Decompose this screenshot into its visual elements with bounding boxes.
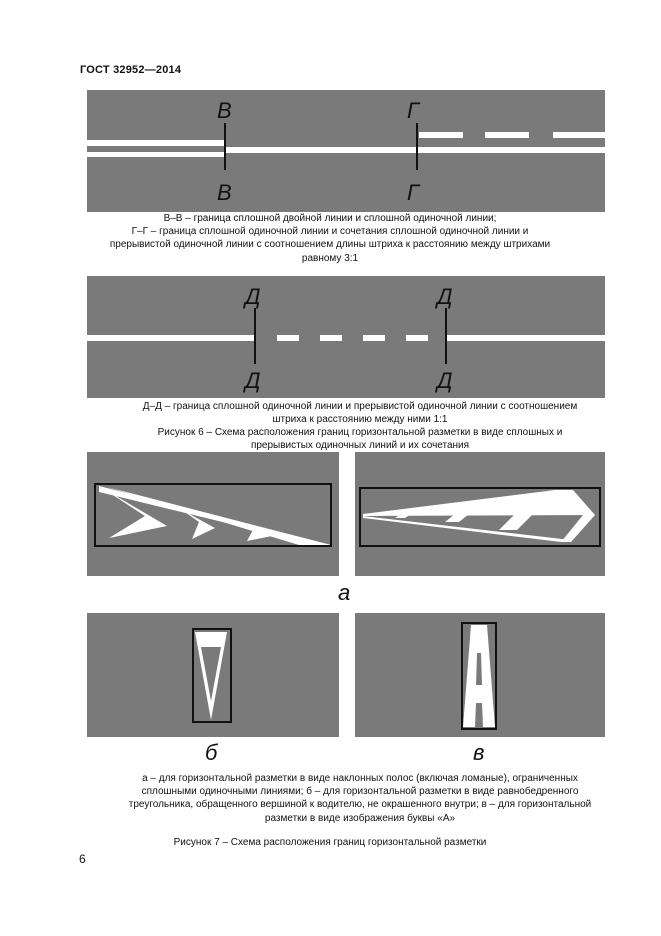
figure6-caption-2 [80, 400, 640, 426]
road-panel-b [87, 613, 339, 737]
figure-title-line: Рисунок 6 – Схема расположения границ горизонтальной разметки в виде сплошных и [157, 427, 563, 438]
double-line-lower [87, 152, 225, 157]
figure6-title [80, 426, 640, 452]
single-solid-line [225, 147, 605, 153]
triangle-marking [87, 613, 339, 737]
label-dd1-bottom: Д [245, 368, 261, 393]
figure6-caption-1 [80, 212, 580, 265]
caption-line: равному 3:1 [301, 252, 359, 264]
legend-line: разметки в виде изображения буквы «А» [264, 812, 456, 824]
letter-a-counter [476, 653, 482, 685]
double-line-upper [87, 140, 225, 146]
label-vv-top: В [217, 98, 232, 123]
chevron-marking-right [355, 452, 605, 576]
solid-line-left [87, 335, 255, 341]
figure7-legend [80, 772, 640, 825]
label-dd2-top: Д [437, 284, 453, 309]
caption-line: Г–Г – граница сплошной одиночной линии и сочетания сплошной одиночной линии и [131, 226, 529, 238]
label-dd1-top: Д [245, 284, 261, 309]
subfigure-label-v: в [473, 740, 485, 765]
bottom-edge-stripe [363, 516, 571, 542]
label-vv-bottom: В [217, 180, 232, 205]
label-gg-top: Г [407, 98, 419, 123]
dash [485, 132, 529, 138]
legend-line: треугольника, обращенного вершиной к водителю, не окрашенного внутри; в – для горизонтальной [128, 799, 592, 811]
label-gg-bottom: Г [407, 180, 419, 205]
legend-line: сплошными одиночными линиями; б – для горизонтальной разметки в виде равнобедренного [141, 786, 579, 798]
subfigure-label-b: б [205, 740, 218, 765]
letter-a-marking [355, 613, 605, 737]
dash [277, 335, 299, 341]
top-edge-stripe [363, 490, 595, 516]
road-markings-dd [87, 276, 605, 398]
dash [320, 335, 342, 341]
dash [553, 132, 605, 138]
chevron-marking-left [87, 452, 339, 576]
dash [363, 335, 385, 341]
subfigure-label-a: а [338, 580, 351, 605]
road-panel-vv-gg [87, 90, 605, 212]
road-markings-vv-gg [87, 90, 605, 212]
caption-line: Д–Д – граница сплошной одиночной линии и прерывистой одиночной линии с соотношением [142, 401, 578, 412]
dash [419, 132, 463, 138]
road-panel-dd [87, 276, 605, 398]
label-dd2-bottom: Д [437, 368, 453, 393]
road-panel-v [355, 613, 605, 737]
caption-line: В–В – граница сплошной двойной линии и сплошной одиночной линии; [163, 213, 497, 224]
page-number: 6 [79, 852, 86, 866]
document-header: ГОСТ 32952—2014 [80, 64, 182, 76]
chevron-stripe [363, 514, 595, 542]
road-panel-a-left [87, 452, 339, 576]
solid-line-right [447, 335, 605, 341]
dash [406, 335, 428, 341]
road-panel-a-right [355, 452, 605, 576]
legend-line: а – для горизонтальной разметки в виде наклонных полос (включая ломаные), ограниченных [142, 773, 578, 784]
figure7-title: Рисунок 7 – Схема расположения границ горизонтальной разметки [173, 837, 487, 848]
figure-title-line: прерывистых одиночных линий и их сочетания [250, 440, 470, 452]
caption-line: штриха к расстоянию между ними 1:1 [272, 414, 448, 426]
caption-line: прерывистой одиночной линии с соотношением длины штриха к расстоянию между штрихами [109, 239, 551, 251]
